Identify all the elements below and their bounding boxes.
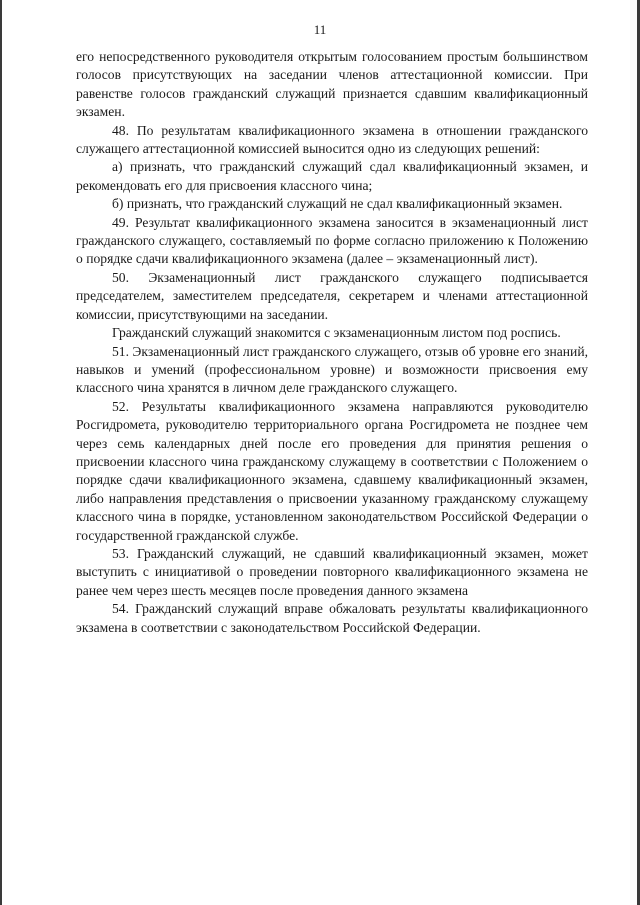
paragraph-53: 53. Гражданский служащий, не сдавший квалификационный экзамен, может выступить с инициативой о проведении повторного квалификационного экзамена не ранее чем через шесть месяцев после проведения данного экзамена bbox=[76, 545, 588, 598]
paragraph-50-acknowledgement: Гражданский служащий знакомится с экзаменационным листом под роспись. bbox=[112, 325, 561, 341]
page-number: 11 bbox=[313, 22, 327, 37]
paragraph-48-option-a: а) признать, что гражданский служащий сдал квалификационный экзамен, и рекомендовать его для присвоения классного чина; bbox=[76, 159, 588, 193]
paragraph-continuation: его непосредственного руководителя открытым голосованием простым большинством голосов присутствующих на заседании членов аттестационной комиссии. При равенстве голосов гражданский служащий признается сдавшим квалификационный экзамен. bbox=[76, 49, 588, 120]
paragraph-54: 54. Гражданский служащий вправе обжаловать результаты квалификационного экзамена в соответствии с законодательством Российской Федерации. bbox=[76, 601, 588, 635]
paragraph-48: 48. По результатам квалификационного экзамена в отношении гражданского служащего аттестационной комиссией выносится одно из следующих решений: bbox=[76, 122, 588, 157]
paragraph-51: 51. Экзаменационный лист гражданского служащего, отзыв об уровне его знаний, навыков и умений (профессиональном уровне) и возможности присвоения ему классного чина хранятся в личном деле гражданского служащего. bbox=[76, 343, 588, 396]
paragraph-48-option-b: б) признать, что гражданский служащий не сдал квалификационный экзамен. bbox=[112, 196, 563, 212]
paragraph-50: 50. Экзаменационный лист гражданского служащего подписывается председателем, заместителем председателя, секретарем и членами аттестационной комиссии, присутствующими на заседании. bbox=[76, 269, 588, 322]
paragraph-52: 52. Результаты квалификационного экзамена направляются руководителю Росгидромета, руководителю территориального органа Росгидромета не позднее чем через семь календарных дней после его проведения для принятия решения о присвоении классного чина гражданскому служащему в соответствии с Положением о порядке сдачи квалификационного экзамена, сдавшему квалификационный экзамен, либо направления представления о присвоении указанному гражданскому служащему классного чина в порядке, установленном законодательством Российской Федерации о государственной гражданской службе. bbox=[76, 398, 588, 543]
scan-border-left bbox=[0, 0, 2, 905]
paragraph-49: 49. Результат квалификационного экзамена заносится в экзаменационный лист гражданского служащего, составляемый по форме согласно приложению к Положению о порядке сдачи квалификационного экзамена (далее – экзаменационный лист). bbox=[76, 214, 588, 267]
document-body bbox=[76, 48, 588, 637]
